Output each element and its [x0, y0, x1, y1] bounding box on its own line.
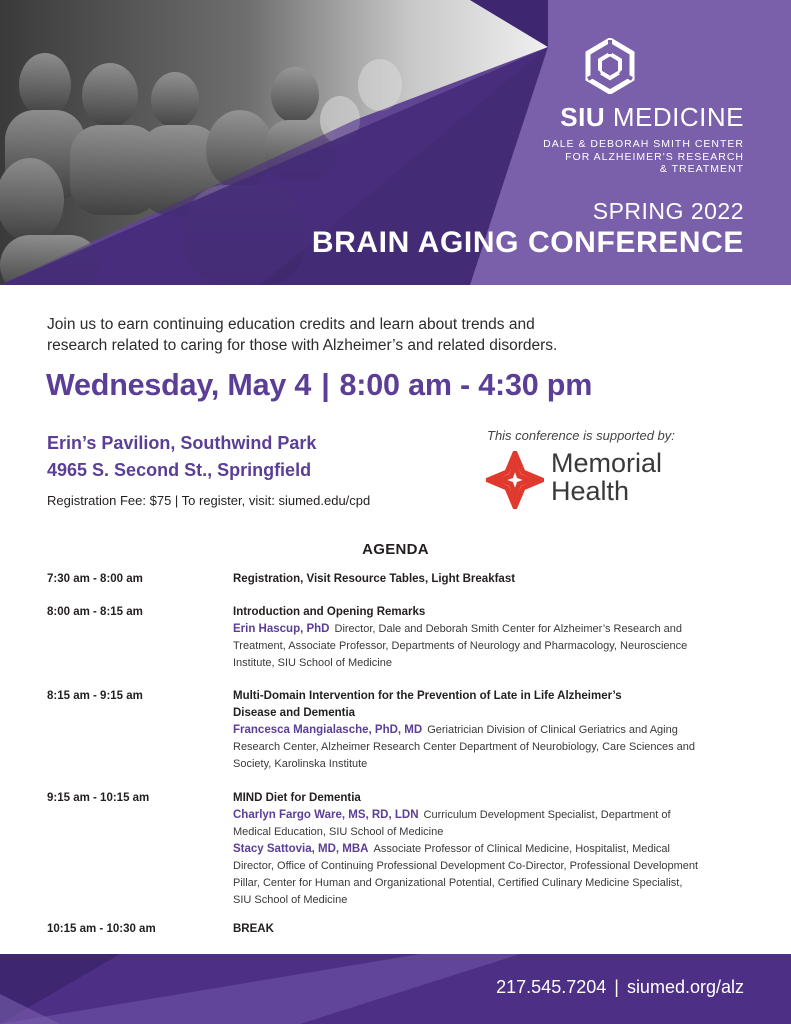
speaker-bio-line: Associate Professor of Clinical Medicine, Hospitalist, Medical	[373, 843, 670, 855]
speaker-name: Francesca Mangialasche, PhD, MD	[233, 724, 423, 736]
speaker-bio-line: Treatment, Associate Professor, Departments of Neurology and Pharmacology, Neuroscience	[233, 640, 688, 652]
brand-subtitle-line: FOR ALZHEIMER'S RESEARCH	[565, 150, 744, 163]
footer-phone[interactable]: 217.545.7204	[496, 977, 607, 997]
agenda-session: Disease and Dementia	[233, 707, 356, 719]
siu-hexagon-logo-icon	[585, 38, 635, 94]
brand-name-light: MEDICINE	[612, 102, 744, 132]
agenda-session: BREAK	[233, 923, 274, 935]
sponsor-name-line: Memorial	[551, 448, 663, 478]
brand-subtitle	[543, 138, 744, 176]
sponsor-name	[551, 449, 662, 505]
speaker-bio-line: SIU School of Medicine	[233, 894, 348, 906]
agenda-speaker	[233, 841, 738, 909]
brand-block	[543, 102, 744, 176]
agenda-session: MIND Diet for Dementia	[233, 792, 361, 804]
speaker-name: Charlyn Fargo Ware, MS, RD, LDN	[233, 809, 419, 821]
agenda-content	[233, 790, 738, 909]
speaker-bio-line: Research Center, Alzheimer Research Center Department of Neurobiology, Care Sciences and	[233, 741, 696, 753]
agenda-session: Registration, Visit Resource Tables, Light Breakfast	[233, 573, 516, 585]
intro-text	[47, 314, 637, 356]
footer-website-link[interactable]: siumed.org/alz	[626, 977, 744, 997]
speaker-bio-line: Curriculum Development Specialist, Department of	[423, 809, 671, 821]
agenda-content	[233, 571, 738, 588]
brand-subtitle-line: DALE & DEBORAH SMITH CENTER	[543, 138, 744, 150]
agenda-content	[233, 921, 738, 938]
agenda-session: Multi-Domain Intervention for the Prevention of Late in Life Alzheimer’s	[233, 690, 622, 702]
agenda-time: 10:15 am - 10:30 am	[47, 923, 156, 935]
agenda-content	[233, 604, 738, 672]
agenda-time: 8:00 am - 8:15 am	[47, 606, 143, 618]
sponsor-caption: This conference is supported by:	[487, 428, 675, 443]
event-venue	[47, 430, 316, 484]
agenda-time: 7:30 am - 8:00 am	[47, 573, 143, 585]
agenda-speaker	[233, 621, 738, 672]
speaker-bio-line: Institute, SIU School of Medicine	[233, 657, 392, 669]
speaker-name: Stacy Sattovia, MD, MBA	[233, 843, 369, 855]
footer-contact	[496, 977, 744, 998]
speaker-bio-line: Geriatrician Division of Clinical Geriatrics and Aging	[427, 724, 678, 736]
footer-bar	[0, 954, 791, 1024]
event-time: 8:00 am - 4:30 pm	[339, 368, 593, 402]
brand-name-bold: SIU	[560, 102, 606, 132]
sponsor-name-line: Health	[551, 476, 630, 506]
header-banner	[0, 0, 791, 285]
speaker-bio-line: Medical Education, SIU School of Medicine	[233, 826, 444, 838]
agenda-title: AGENDA	[362, 541, 429, 558]
speaker-name: Erin Hascup, PhD	[233, 623, 330, 635]
agenda-time: 8:15 am - 9:15 am	[47, 690, 143, 702]
agenda-speaker	[233, 807, 738, 841]
agenda-content	[233, 688, 738, 773]
speaker-bio-line: Director, Office of Continuing Professional Development Co-Director, Professional Development	[233, 860, 699, 872]
speaker-bio-line: Director, Dale and Deborah Smith Center for Alzheimer’s Research and	[334, 623, 682, 635]
venue-name: Erin’s Pavilion, Southwind Park	[47, 433, 317, 453]
conference-title: BRAIN AGING CONFERENCE	[311, 226, 744, 259]
agenda-speaker	[233, 722, 738, 773]
event-date-time	[46, 368, 592, 403]
speaker-bio-line: Society, Karolinska Institute	[233, 758, 368, 770]
footer-separator: |	[614, 977, 619, 997]
intro-line: Join us to earn continuing education credits and learn about trends and	[47, 316, 535, 333]
agenda-session: Introduction and Opening Remarks	[233, 606, 426, 618]
brand-subtitle-line: & TREATMENT	[659, 163, 744, 175]
speaker-bio-line: Pillar, Center for Human and Organizational Potential, Certified Culinary Medicine Specialist,	[233, 877, 683, 889]
conference-season: SPRING 2022	[592, 198, 744, 224]
date-time-separator: |	[321, 368, 330, 402]
registration-fee: Registration Fee: $75 | To register, visit: siumed.edu/cpd	[47, 493, 371, 508]
venue-address: 4965 S. Second St., Springfield	[47, 460, 312, 480]
brand-name	[543, 102, 744, 132]
event-date: Wednesday, May 4	[46, 368, 312, 402]
intro-line: research related to caring for those with Alzheimer’s and related disorders.	[47, 337, 558, 354]
sponsor-logo	[486, 449, 716, 509]
memorial-health-star-icon	[486, 451, 544, 509]
agenda-time: 9:15 am - 10:15 am	[47, 792, 150, 804]
